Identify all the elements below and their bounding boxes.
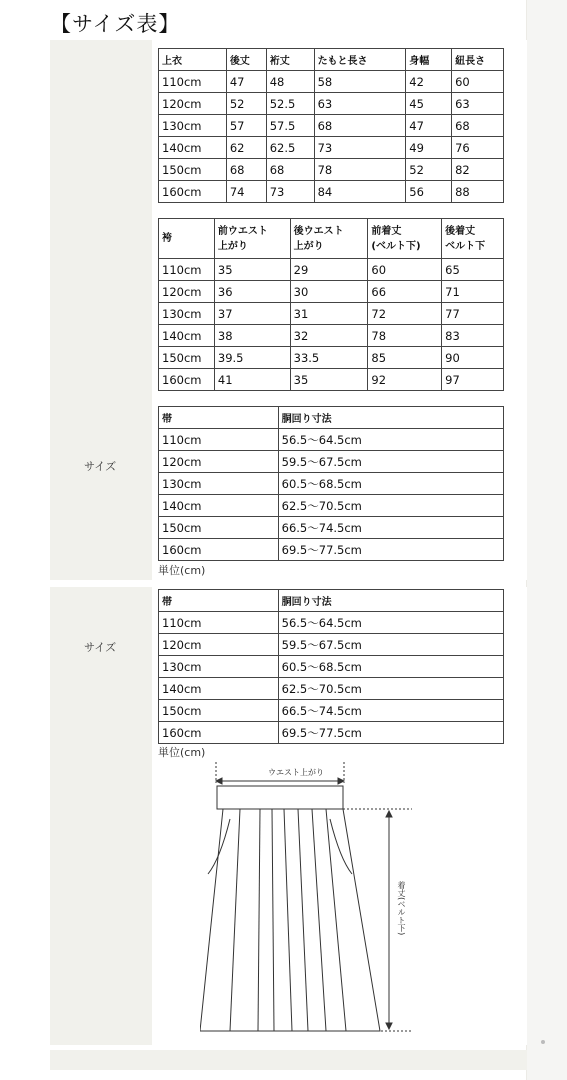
table-cell: 56.5〜64.5cm xyxy=(278,429,503,451)
table-cell: 84 xyxy=(314,181,406,203)
table-cell: 78 xyxy=(314,159,406,181)
table-cell: 71 xyxy=(442,281,504,303)
arrowhead-right-icon xyxy=(338,778,344,784)
page-edge xyxy=(527,0,567,1080)
table-cell: 62 xyxy=(226,137,266,159)
table-row xyxy=(159,325,504,347)
table-cell: 32 xyxy=(290,325,368,347)
table-header-row xyxy=(159,407,504,429)
table-cell: 85 xyxy=(368,347,442,369)
obi-table-repeat xyxy=(158,589,504,744)
header-cell: 胴回り寸法 xyxy=(278,590,503,612)
table-cell: 62.5〜70.5cm xyxy=(278,678,503,700)
table-cell: 66.5〜74.5cm xyxy=(278,517,503,539)
table-cell: 66.5〜74.5cm xyxy=(278,700,503,722)
header-cell: 後丈 xyxy=(226,49,266,71)
table-row xyxy=(159,495,504,517)
table-cell: 140cm xyxy=(159,495,279,517)
hakama-table xyxy=(158,218,504,391)
table-cell: 62.5 xyxy=(266,137,314,159)
table-cell: 62.5〜70.5cm xyxy=(278,495,503,517)
table-cell: 130cm xyxy=(159,115,227,137)
header-cell: 帯 xyxy=(159,407,279,429)
header-cell: 身幅 xyxy=(406,49,452,71)
table-cell: 120cm xyxy=(159,281,215,303)
pleat-line xyxy=(312,809,326,1031)
table-cell: 68 xyxy=(226,159,266,181)
table-cell: 47 xyxy=(406,115,452,137)
label-column xyxy=(50,40,152,580)
table-cell: 140cm xyxy=(159,325,215,347)
table-cell: 78 xyxy=(368,325,442,347)
hakama-outline xyxy=(200,809,380,1031)
table-cell: 59.5〜67.5cm xyxy=(278,634,503,656)
pleat-line xyxy=(272,809,274,1031)
pleat-line xyxy=(230,809,240,1031)
table-row xyxy=(159,517,504,539)
table-row xyxy=(159,722,504,744)
table-cell: 57.5 xyxy=(266,115,314,137)
table-cell: 160cm xyxy=(159,181,227,203)
table-row xyxy=(159,181,504,203)
table-cell: 69.5〜77.5cm xyxy=(278,722,503,744)
table-cell: 60.5〜68.5cm xyxy=(278,656,503,678)
table-cell: 130cm xyxy=(159,303,215,325)
table-row xyxy=(159,137,504,159)
arrowhead-down-icon xyxy=(386,1023,392,1029)
pleat-line xyxy=(258,809,260,1031)
unit-label: 単位(cm) xyxy=(158,746,206,759)
unit-label: 単位(cm) xyxy=(158,564,206,577)
table-row xyxy=(159,612,504,634)
table-cell: 68 xyxy=(314,115,406,137)
table-row xyxy=(159,451,504,473)
waistband xyxy=(217,786,343,809)
table-cell: 63 xyxy=(452,93,504,115)
table-header-row xyxy=(159,49,504,71)
table-header-row xyxy=(159,590,504,612)
table-cell: 160cm xyxy=(159,369,215,391)
table-cell: 39.5 xyxy=(214,347,290,369)
table-cell: 120cm xyxy=(159,93,227,115)
table-row xyxy=(159,700,504,722)
table-cell: 110cm xyxy=(159,259,215,281)
pleat-line xyxy=(284,809,292,1031)
table-cell: 52.5 xyxy=(266,93,314,115)
table-cell: 65 xyxy=(442,259,504,281)
header-cell: 袴 xyxy=(159,219,215,259)
pleat-line xyxy=(326,809,346,1031)
table-row xyxy=(159,159,504,181)
table-cell: 68 xyxy=(452,115,504,137)
table-cell: 35 xyxy=(214,259,290,281)
table-row xyxy=(159,656,504,678)
table-row xyxy=(159,539,504,561)
table-cell: 38 xyxy=(214,325,290,347)
table-cell: 160cm xyxy=(159,722,279,744)
table-cell: 41 xyxy=(214,369,290,391)
table-cell: 56.5〜64.5cm xyxy=(278,612,503,634)
table-cell: 56 xyxy=(406,181,452,203)
table-cell: 30 xyxy=(290,281,368,303)
side-slit-right xyxy=(330,819,352,874)
table-cell: 82 xyxy=(452,159,504,181)
table-cell: 90 xyxy=(442,347,504,369)
table-cell: 66 xyxy=(368,281,442,303)
table-row xyxy=(159,369,504,391)
table-cell: 69.5〜77.5cm xyxy=(278,539,503,561)
table-cell: 58 xyxy=(314,71,406,93)
table-cell: 63 xyxy=(314,93,406,115)
header-cell: 裄丈 xyxy=(266,49,314,71)
table-cell: 150cm xyxy=(159,159,227,181)
table-cell: 130cm xyxy=(159,656,279,678)
table-cell: 35 xyxy=(290,369,368,391)
table-cell: 92 xyxy=(368,369,442,391)
header-cell: 後ウエスト 上がり xyxy=(290,219,368,259)
table-header-row xyxy=(159,219,504,259)
table-cell: 77 xyxy=(442,303,504,325)
table-cell: 59.5〜67.5cm xyxy=(278,451,503,473)
table-cell: 76 xyxy=(452,137,504,159)
table-cell: 57 xyxy=(226,115,266,137)
header-cell: 胴回り寸法 xyxy=(278,407,503,429)
table-cell: 150cm xyxy=(159,700,279,722)
table-cell: 60 xyxy=(368,259,442,281)
table-cell: 45 xyxy=(406,93,452,115)
table-cell: 73 xyxy=(314,137,406,159)
table-cell: 72 xyxy=(368,303,442,325)
table-cell: 88 xyxy=(452,181,504,203)
table-cell: 130cm xyxy=(159,473,279,495)
table-row xyxy=(159,678,504,700)
obi-table xyxy=(158,406,504,561)
table-row xyxy=(159,71,504,93)
table-cell: 120cm xyxy=(159,634,279,656)
table-row xyxy=(159,429,504,451)
length-dimension-label: 着丈(ベルト下) xyxy=(397,881,406,936)
table-cell: 52 xyxy=(226,93,266,115)
header-cell: 後着丈 ベルト下 xyxy=(442,219,504,259)
table-row xyxy=(159,473,504,495)
header-cell: 紐長さ xyxy=(452,49,504,71)
table-cell: 140cm xyxy=(159,137,227,159)
table-cell: 110cm xyxy=(159,71,227,93)
header-cell: たもと長さ xyxy=(314,49,406,71)
table-row xyxy=(159,115,504,137)
table-cell: 49 xyxy=(406,137,452,159)
table-cell: 33.5 xyxy=(290,347,368,369)
table-cell: 97 xyxy=(442,369,504,391)
size-panel-2 xyxy=(50,587,527,1045)
pleat-line xyxy=(298,809,308,1031)
table-row xyxy=(159,93,504,115)
table-row xyxy=(159,634,504,656)
header-cell: 帯 xyxy=(159,590,279,612)
table-cell: 160cm xyxy=(159,539,279,561)
top-garment-table xyxy=(158,48,504,203)
side-label-size: サイズ xyxy=(84,641,117,654)
table-cell: 73 xyxy=(266,181,314,203)
table-cell: 42 xyxy=(406,71,452,93)
table-cell: 120cm xyxy=(159,451,279,473)
table-row xyxy=(159,303,504,325)
table-cell: 47 xyxy=(226,71,266,93)
decorative-dot xyxy=(541,1040,545,1044)
table-cell: 150cm xyxy=(159,347,215,369)
table-row xyxy=(159,281,504,303)
table-cell: 29 xyxy=(290,259,368,281)
table-cell: 31 xyxy=(290,303,368,325)
table-cell: 52 xyxy=(406,159,452,181)
table-cell: 37 xyxy=(214,303,290,325)
arrowhead-left-icon xyxy=(216,778,222,784)
table-cell: 140cm xyxy=(159,678,279,700)
table-cell: 150cm xyxy=(159,517,279,539)
table-cell: 83 xyxy=(442,325,504,347)
table-cell: 60 xyxy=(452,71,504,93)
page-title: 【サイズ表】 xyxy=(50,12,181,36)
label-column xyxy=(50,587,152,1045)
arrowhead-up-icon xyxy=(386,811,392,817)
table-cell: 74 xyxy=(226,181,266,203)
side-label-size: サイズ xyxy=(84,460,117,473)
table-cell: 68 xyxy=(266,159,314,181)
hakama-diagram xyxy=(200,759,420,1045)
bottom-strip xyxy=(50,1050,527,1070)
header-cell: 前着丈 (ベルト下) xyxy=(368,219,442,259)
header-cell: 前ウエスト 上がり xyxy=(214,219,290,259)
header-cell: 上衣 xyxy=(159,49,227,71)
table-cell: 60.5〜68.5cm xyxy=(278,473,503,495)
table-cell: 110cm xyxy=(159,429,279,451)
table-cell: 48 xyxy=(266,71,314,93)
table-cell: 36 xyxy=(214,281,290,303)
waist-dimension-label: ウエスト上がり xyxy=(268,768,324,777)
size-panel-1 xyxy=(50,40,527,580)
table-row xyxy=(159,347,504,369)
table-cell: 110cm xyxy=(159,612,279,634)
table-row xyxy=(159,259,504,281)
